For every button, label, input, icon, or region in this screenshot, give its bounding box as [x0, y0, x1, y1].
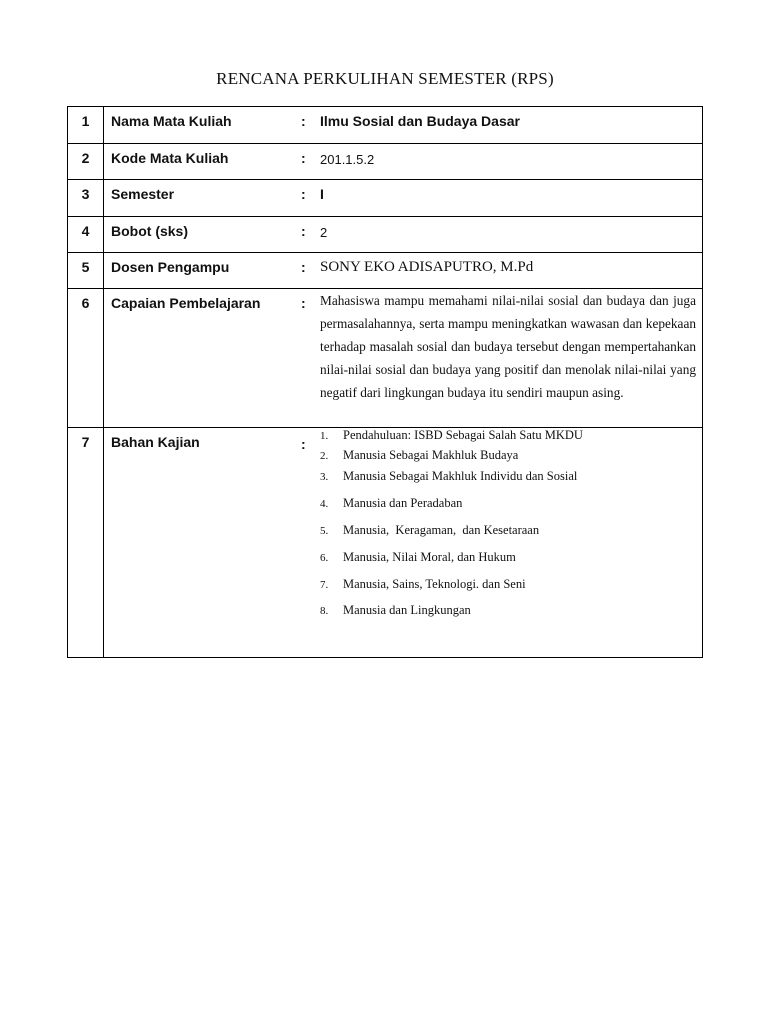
course-name-value: Ilmu Sosial dan Budaya Dasar	[320, 113, 520, 129]
row-content	[104, 180, 703, 217]
list-item: 6. Manusia, Nilai Moral, dan Hukum	[320, 550, 516, 564]
table-row	[68, 217, 703, 253]
field-colon: :	[301, 150, 306, 166]
table-row	[68, 144, 703, 180]
list-item: 8. Manusia dan Lingkungan	[320, 603, 471, 617]
row-number: 4	[68, 217, 104, 253]
row-number: 7	[68, 428, 104, 658]
row-number: 3	[68, 180, 104, 217]
field-label: Nama Mata Kuliah	[111, 113, 232, 129]
rps-table	[67, 106, 703, 658]
field-colon: :	[301, 295, 306, 311]
field-colon: :	[301, 223, 306, 239]
lecturer-value: SONY EKO ADISAPUTRO, M.Pd	[320, 259, 534, 275]
row-number: 2	[68, 144, 104, 180]
list-item: 5. Manusia, Keragaman, dan Kesetaraan	[320, 523, 540, 537]
field-label: Capaian Pembelajaran	[111, 295, 261, 311]
field-label: Bobot (sks)	[111, 223, 188, 239]
row-content	[104, 428, 703, 658]
field-label: Bahan Kajian	[111, 434, 200, 450]
table-row	[68, 289, 703, 428]
field-colon: :	[301, 186, 306, 202]
list-item: 4. Manusia dan Peradaban	[320, 496, 463, 510]
list-item: 3. Manusia Sebagai Makhluk Individu dan Sosial	[320, 469, 578, 483]
row-content	[104, 253, 703, 289]
course-code-value: 201.1.5.2	[320, 152, 375, 167]
row-number: 1	[68, 107, 104, 144]
table-row	[68, 253, 703, 289]
table-row	[68, 428, 703, 658]
field-label: Semester	[111, 186, 175, 202]
document-title: RENCANA PERKULIHAN SEMESTER (RPS)	[216, 69, 554, 88]
field-colon: :	[301, 259, 306, 275]
row-content	[104, 107, 703, 144]
list-item: 1. Pendahuluan: ISBD Sebagai Salah Satu MKDU	[320, 428, 583, 442]
list-item: 2. Manusia Sebagai Makhluk Budaya	[320, 448, 519, 462]
row-content	[104, 289, 703, 428]
row-content	[104, 144, 703, 180]
row-number: 5	[68, 253, 104, 289]
field-colon: :	[301, 436, 306, 452]
learning-outcome-text: Mahasiswa mampu memahami nilai-nilai sosial dan budaya dan juga permasalahannya, serta mampu meningkatkan wawasan dan kepekaan terhadap masalah sosial dan budaya tersebut dengan mempertahankan nilai-nilai sosial dan budaya yang positif dan menolak nilai-nilai yang negatif dari lingkungan budaya itu sendiri maupun asing.	[320, 293, 696, 400]
table-row	[68, 180, 703, 217]
field-label: Kode Mata Kuliah	[111, 150, 229, 166]
field-label: Dosen Pengampu	[111, 259, 230, 275]
row-content	[104, 217, 703, 253]
row-number: 6	[68, 289, 104, 428]
field-colon: :	[301, 113, 306, 129]
table-row	[68, 107, 703, 144]
semester-value: I	[320, 186, 324, 202]
credit-value: 2	[320, 225, 328, 240]
list-item: 7. Manusia, Sains, Teknologi. dan Seni	[320, 577, 526, 591]
